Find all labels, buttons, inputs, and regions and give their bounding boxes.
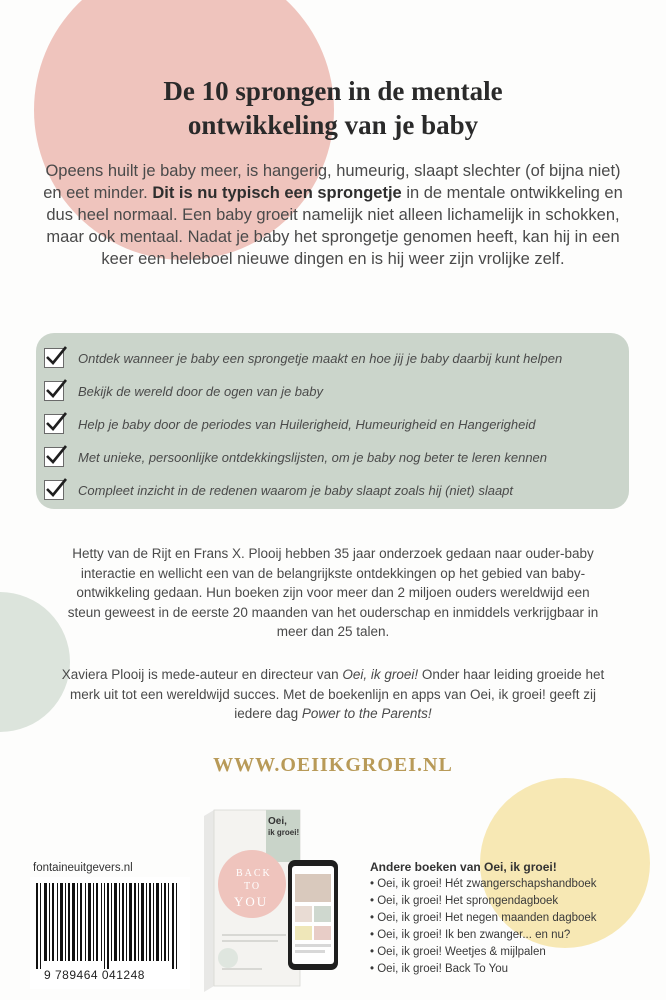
- authors-paragraph: Hetty van de Rijt en Frans X. Plooij hebben 35 jaar onderzoek gedaan naar ouder-baby interactie en wellicht een van de belangrijkste ontdekkingen op het gebied van baby-ontwikkeling gedaan. Hun boeken zijn voor meer dan 2 miljoen ouders wereldwijd een steun geweest in de eerste 20 maanden van het ouderschap en inmiddels verkrijgbaar in meer dan 25 talen.: [67, 546, 599, 639]
- book-title: Oei, ik groei! Hét zwangerschapshandboek: [377, 878, 597, 890]
- benefit-text: Bekijk de wereld door de ogen van je baby: [78, 383, 323, 399]
- product-cover-title-2: TO: [244, 881, 262, 892]
- benefit-text: Met unieke, persoonlijke ontdekkingslijsten, om je baby nog beter te leren kennen: [78, 449, 548, 465]
- checkbox-checked-icon: [44, 414, 64, 434]
- cover-title-line-2: ontwikkeling van je baby: [187, 110, 479, 140]
- benefit-item: [44, 343, 624, 373]
- intro-text-2: in de mentale ontwikkeling en dus heel normaal. Een baby groeit namelijk niet alleen lichamelijk in schokken, maar ook mentaal. Nadat je baby het sprongetje genomen heeft, kan hij in een keer een heleboel nieuwe dingen en is hij weer zijn vrolijke zelf.: [46, 184, 623, 268]
- benefit-text: Compleet inzicht in de redenen waarom je baby slaapt zoals hij (niet) slaapt: [78, 482, 514, 498]
- cover-title-line-1: De 10 sprongen in de mentale: [163, 76, 503, 106]
- other-books-title: Andere boeken van Oei, ik groei!: [370, 860, 557, 874]
- benefit-item: [44, 409, 624, 439]
- list-item: • Oei, ik groei! Back To You: [370, 963, 509, 975]
- book-title: Oei, ik groei! Weetjes & mijlpalen: [377, 946, 546, 958]
- benefit-item: [44, 475, 624, 505]
- benefit-text: Help je baby door de periodes van Huilerigheid, Humeurigheid en Hangerigheid: [78, 416, 536, 432]
- intro-text-1: Opeens huilt je baby meer, is hangerig, humeurig, slaapt slechter (of bijna niet) en eet minder.: [43, 162, 621, 202]
- publisher-url: fontaineuitgevers.nl: [33, 862, 133, 874]
- book-title: Oei, ik groei! Het sprongendagboek: [377, 895, 559, 907]
- product-logo-line-1: Oei,: [268, 816, 287, 827]
- checkbox-checked-icon: [44, 480, 64, 500]
- coauthor-paragraph: [60, 665, 606, 724]
- checkbox-checked-icon: [44, 447, 64, 467]
- benefit-item: [44, 376, 624, 406]
- intro-bold-text: Dit is nu typisch een sprongetje: [152, 184, 402, 202]
- intro-paragraph: [40, 160, 626, 270]
- other-books-list: [370, 876, 597, 978]
- book-title: Oei, ik groei! Ik ben zwanger... en nu?: [377, 929, 571, 941]
- cover-title: [0, 74, 666, 142]
- benefit-text: Ontdek wanneer je baby een sprongetje maakt en hoe jij je baby daarbij kunt helpen: [78, 350, 563, 366]
- book-title: Oei, ik groei! Back To You: [377, 963, 509, 975]
- coauthor-text-2: Onder haar leiding groeide het merk uit tot een wereldwijd succes. Met de boekenlijn en apps van Oei, ik groei! geeft zij iedere dag: [69, 667, 605, 721]
- website-url: WWW.OEIIKGROEI.NL: [213, 754, 453, 776]
- checkbox-checked-icon: [44, 381, 64, 401]
- product-image: [200, 808, 350, 993]
- product-logo-line-2: ik groei!: [268, 828, 300, 837]
- list-item: • Oei, ik groei! Weetjes & mijlpalen: [370, 946, 546, 958]
- book-title: Oei, ik groei! Het negen maanden dagboek: [377, 912, 597, 924]
- checkbox-checked-icon: [44, 348, 64, 368]
- benefits-box: [36, 333, 629, 509]
- brand-name-italic: Oei, ik groei!: [342, 667, 419, 682]
- coauthor-text-1: Xaviera Plooij is mede-auteur en directeur van: [61, 667, 343, 682]
- list-item: • Oei, ik groei! Het sprongendagboek: [370, 895, 559, 907]
- list-item: • Oei, ik groei! Het negen maanden dagboek: [370, 912, 597, 924]
- slogan-italic: Power to the Parents!: [301, 706, 432, 721]
- product-cover-title-3: YOU: [234, 894, 269, 909]
- benefit-item: [44, 442, 624, 472]
- isbn-number: 9 789464 041248: [44, 968, 145, 982]
- product-cover-title-1: BACK: [236, 868, 272, 879]
- list-item: • Oei, ik groei! Hét zwangerschapshandboek: [370, 878, 597, 890]
- list-item: • Oei, ik groei! Ik ben zwanger... en nu?: [370, 929, 571, 941]
